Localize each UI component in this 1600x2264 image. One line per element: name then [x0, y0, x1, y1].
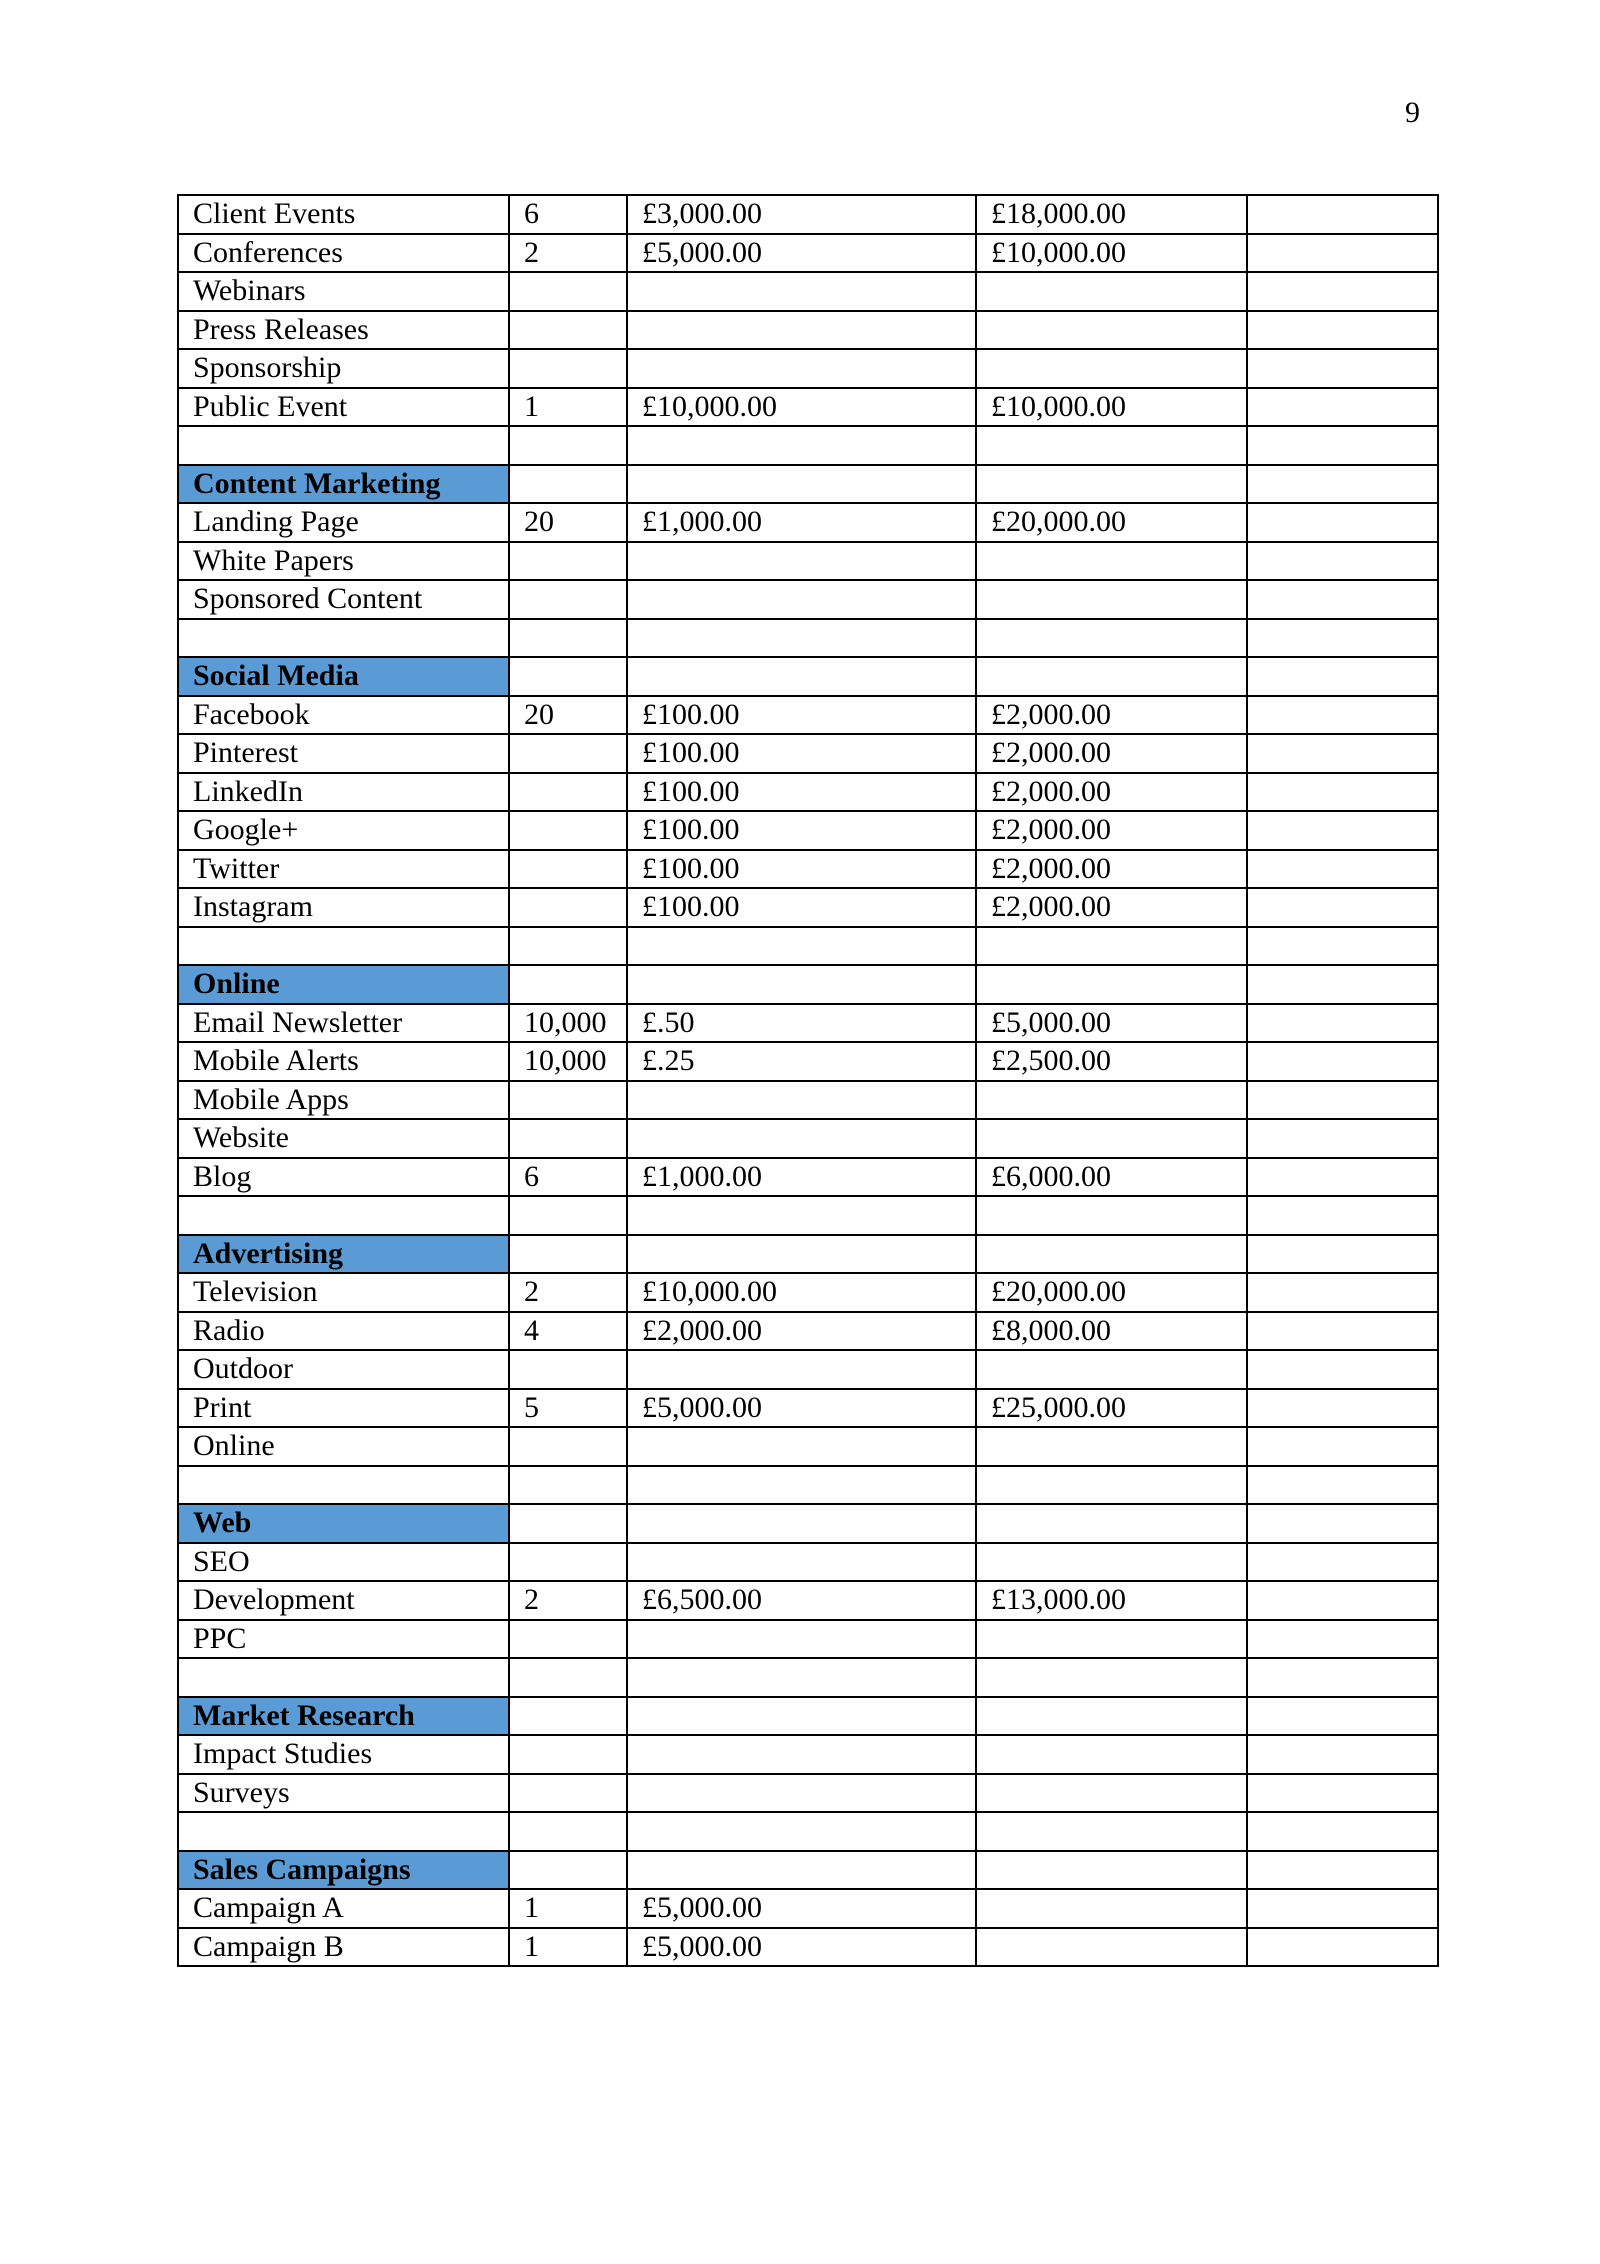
quantity-cell	[509, 1812, 627, 1851]
total-cost-cell: £2,000.00	[976, 888, 1247, 927]
notes-cell	[1247, 773, 1438, 812]
quantity-cell	[509, 850, 627, 889]
quantity-cell	[509, 580, 627, 619]
item-label-cell: Landing Page	[178, 503, 509, 542]
notes-cell	[1247, 465, 1438, 504]
item-label-cell: Client Events	[178, 195, 509, 234]
unit-cost-cell	[627, 619, 976, 658]
unit-cost-cell: £.25	[627, 1042, 976, 1081]
total-cost-cell	[976, 1928, 1247, 1967]
quantity-cell	[509, 1196, 627, 1235]
quantity-cell	[509, 619, 627, 658]
item-label-cell: Social Media	[178, 657, 509, 696]
total-cost-cell	[976, 580, 1247, 619]
table-row	[178, 388, 1438, 427]
quantity-cell	[509, 773, 627, 812]
notes-cell	[1247, 1004, 1438, 1043]
item-label-cell: LinkedIn	[178, 773, 509, 812]
total-cost-cell	[976, 349, 1247, 388]
quantity-cell: 6	[509, 195, 627, 234]
quantity-cell: 6	[509, 1158, 627, 1197]
spacer-row	[178, 426, 1438, 465]
total-cost-cell: £25,000.00	[976, 1389, 1247, 1428]
total-cost-cell	[976, 1774, 1247, 1813]
section-header-row	[178, 1851, 1438, 1890]
notes-cell	[1247, 1928, 1438, 1967]
unit-cost-cell	[627, 1081, 976, 1120]
item-label-cell: Press Releases	[178, 311, 509, 350]
section-header-row	[178, 465, 1438, 504]
notes-cell	[1247, 1851, 1438, 1890]
item-label-cell: SEO	[178, 1543, 509, 1582]
item-label-cell	[178, 1812, 509, 1851]
notes-cell	[1247, 1504, 1438, 1543]
quantity-cell	[509, 888, 627, 927]
item-label-cell: Outdoor	[178, 1350, 509, 1389]
quantity-cell	[509, 1119, 627, 1158]
item-label-cell: Market Research	[178, 1697, 509, 1736]
table-row	[178, 542, 1438, 581]
item-label-cell: Pinterest	[178, 734, 509, 773]
total-cost-cell	[976, 272, 1247, 311]
notes-cell	[1247, 1658, 1438, 1697]
table-row	[178, 1581, 1438, 1620]
notes-cell	[1247, 1427, 1438, 1466]
unit-cost-cell: £1,000.00	[627, 1158, 976, 1197]
table-row	[178, 1889, 1438, 1928]
quantity-cell	[509, 734, 627, 773]
notes-cell	[1247, 1889, 1438, 1928]
unit-cost-cell	[627, 1620, 976, 1659]
table-row	[178, 1774, 1438, 1813]
total-cost-cell	[976, 1235, 1247, 1274]
item-label-cell: Surveys	[178, 1774, 509, 1813]
table-row	[178, 1928, 1438, 1967]
table-row	[178, 696, 1438, 735]
notes-cell	[1247, 965, 1438, 1004]
table-row	[178, 1081, 1438, 1120]
unit-cost-cell: £100.00	[627, 850, 976, 889]
notes-cell	[1247, 1774, 1438, 1813]
notes-cell	[1247, 1812, 1438, 1851]
item-label-cell: Development	[178, 1581, 509, 1620]
unit-cost-cell: £5,000.00	[627, 1928, 976, 1967]
quantity-cell	[509, 657, 627, 696]
quantity-cell	[509, 1697, 627, 1736]
notes-cell	[1247, 1119, 1438, 1158]
unit-cost-cell	[627, 580, 976, 619]
total-cost-cell: £6,000.00	[976, 1158, 1247, 1197]
item-label-cell: Content Marketing	[178, 465, 509, 504]
table-row	[178, 1350, 1438, 1389]
table-row	[178, 349, 1438, 388]
quantity-cell	[509, 1235, 627, 1274]
unit-cost-cell: £100.00	[627, 734, 976, 773]
quantity-cell	[509, 1774, 627, 1813]
total-cost-cell: £10,000.00	[976, 388, 1247, 427]
table-row	[178, 811, 1438, 850]
notes-cell	[1247, 619, 1438, 658]
notes-cell	[1247, 272, 1438, 311]
unit-cost-cell	[627, 1735, 976, 1774]
unit-cost-cell	[627, 1350, 976, 1389]
total-cost-cell	[976, 1081, 1247, 1120]
page-number: 9	[1405, 96, 1420, 129]
item-label-cell: Instagram	[178, 888, 509, 927]
notes-cell	[1247, 542, 1438, 581]
unit-cost-cell: £2,000.00	[627, 1312, 976, 1351]
table-row	[178, 195, 1438, 234]
total-cost-cell: £8,000.00	[976, 1312, 1247, 1351]
quantity-cell	[509, 1658, 627, 1697]
total-cost-cell	[976, 619, 1247, 658]
notes-cell	[1247, 888, 1438, 927]
table-row	[178, 503, 1438, 542]
total-cost-cell	[976, 1735, 1247, 1774]
quantity-cell: 2	[509, 1581, 627, 1620]
section-header-row	[178, 1504, 1438, 1543]
unit-cost-cell	[627, 965, 976, 1004]
unit-cost-cell: £5,000.00	[627, 234, 976, 273]
notes-cell	[1247, 850, 1438, 889]
total-cost-cell: £2,000.00	[976, 696, 1247, 735]
unit-cost-cell: £6,500.00	[627, 1581, 976, 1620]
total-cost-cell: £5,000.00	[976, 1004, 1247, 1043]
quantity-cell	[509, 1504, 627, 1543]
total-cost-cell	[976, 1889, 1247, 1928]
quantity-cell	[509, 1620, 627, 1659]
total-cost-cell: £2,000.00	[976, 811, 1247, 850]
unit-cost-cell	[627, 272, 976, 311]
quantity-cell: 1	[509, 1889, 627, 1928]
unit-cost-cell	[627, 349, 976, 388]
table-row	[178, 888, 1438, 927]
spacer-row	[178, 1658, 1438, 1697]
item-label-cell	[178, 927, 509, 966]
table-row	[178, 1427, 1438, 1466]
unit-cost-cell: £10,000.00	[627, 1273, 976, 1312]
unit-cost-cell	[627, 657, 976, 696]
quantity-cell: 5	[509, 1389, 627, 1428]
total-cost-cell: £2,000.00	[976, 850, 1247, 889]
notes-cell	[1247, 1350, 1438, 1389]
total-cost-cell: £2,500.00	[976, 1042, 1247, 1081]
item-label-cell: Mobile Alerts	[178, 1042, 509, 1081]
total-cost-cell	[976, 1620, 1247, 1659]
table-row	[178, 1273, 1438, 1312]
unit-cost-cell	[627, 927, 976, 966]
quantity-cell: 2	[509, 1273, 627, 1312]
item-label-cell: Public Event	[178, 388, 509, 427]
quantity-cell	[509, 311, 627, 350]
notes-cell	[1247, 1235, 1438, 1274]
item-label-cell: Online	[178, 1427, 509, 1466]
item-label-cell: Blog	[178, 1158, 509, 1197]
budget-table	[177, 194, 1439, 1967]
total-cost-cell	[976, 311, 1247, 350]
notes-cell	[1247, 349, 1438, 388]
quantity-cell: 1	[509, 388, 627, 427]
quantity-cell: 10,000	[509, 1004, 627, 1043]
table-row	[178, 1004, 1438, 1043]
total-cost-cell: £20,000.00	[976, 503, 1247, 542]
item-label-cell: Web	[178, 1504, 509, 1543]
item-label-cell: Webinars	[178, 272, 509, 311]
unit-cost-cell	[627, 1774, 976, 1813]
table-row	[178, 1119, 1438, 1158]
notes-cell	[1247, 1697, 1438, 1736]
unit-cost-cell	[627, 1466, 976, 1505]
notes-cell	[1247, 811, 1438, 850]
spacer-row	[178, 619, 1438, 658]
notes-cell	[1247, 1543, 1438, 1582]
unit-cost-cell: £3,000.00	[627, 195, 976, 234]
quantity-cell	[509, 1735, 627, 1774]
item-label-cell	[178, 1466, 509, 1505]
quantity-cell	[509, 272, 627, 311]
total-cost-cell	[976, 1119, 1247, 1158]
total-cost-cell	[976, 1196, 1247, 1235]
item-label-cell: Television	[178, 1273, 509, 1312]
section-header-row	[178, 965, 1438, 1004]
total-cost-cell	[976, 657, 1247, 696]
item-label-cell: Google+	[178, 811, 509, 850]
table-row	[178, 1312, 1438, 1351]
quantity-cell	[509, 1543, 627, 1582]
unit-cost-cell	[627, 1504, 976, 1543]
quantity-cell	[509, 349, 627, 388]
item-label-cell: Twitter	[178, 850, 509, 889]
quantity-cell: 20	[509, 503, 627, 542]
notes-cell	[1247, 1466, 1438, 1505]
unit-cost-cell	[627, 1658, 976, 1697]
table-row	[178, 734, 1438, 773]
notes-cell	[1247, 1620, 1438, 1659]
total-cost-cell	[976, 1427, 1247, 1466]
total-cost-cell: £20,000.00	[976, 1273, 1247, 1312]
total-cost-cell: £18,000.00	[976, 195, 1247, 234]
table-row	[178, 1620, 1438, 1659]
notes-cell	[1247, 1042, 1438, 1081]
unit-cost-cell	[627, 1851, 976, 1890]
budget-table-body	[178, 195, 1438, 1966]
notes-cell	[1247, 388, 1438, 427]
item-label-cell	[178, 1658, 509, 1697]
item-label-cell: Print	[178, 1389, 509, 1428]
unit-cost-cell: £5,000.00	[627, 1389, 976, 1428]
unit-cost-cell: £100.00	[627, 888, 976, 927]
unit-cost-cell	[627, 426, 976, 465]
table-row	[178, 1543, 1438, 1582]
spacer-row	[178, 1196, 1438, 1235]
notes-cell	[1247, 1312, 1438, 1351]
quantity-cell: 4	[509, 1312, 627, 1351]
section-header-row	[178, 1697, 1438, 1736]
notes-cell	[1247, 1735, 1438, 1774]
notes-cell	[1247, 580, 1438, 619]
unit-cost-cell: £.50	[627, 1004, 976, 1043]
section-header-row	[178, 657, 1438, 696]
total-cost-cell: £2,000.00	[976, 734, 1247, 773]
total-cost-cell	[976, 1658, 1247, 1697]
item-label-cell: Sales Campaigns	[178, 1851, 509, 1890]
table-row	[178, 234, 1438, 273]
total-cost-cell	[976, 1543, 1247, 1582]
table-row	[178, 580, 1438, 619]
item-label-cell: Sponsorship	[178, 349, 509, 388]
item-label-cell: Sponsored Content	[178, 580, 509, 619]
total-cost-cell	[976, 1697, 1247, 1736]
item-label-cell: Website	[178, 1119, 509, 1158]
total-cost-cell: £2,000.00	[976, 773, 1247, 812]
total-cost-cell: £13,000.00	[976, 1581, 1247, 1620]
table-row	[178, 1042, 1438, 1081]
total-cost-cell	[976, 465, 1247, 504]
unit-cost-cell	[627, 1235, 976, 1274]
quantity-cell: 10,000	[509, 1042, 627, 1081]
unit-cost-cell	[627, 311, 976, 350]
unit-cost-cell: £5,000.00	[627, 1889, 976, 1928]
item-label-cell	[178, 426, 509, 465]
table-row	[178, 773, 1438, 812]
unit-cost-cell	[627, 1543, 976, 1582]
total-cost-cell	[976, 542, 1247, 581]
notes-cell	[1247, 311, 1438, 350]
quantity-cell	[509, 1350, 627, 1389]
quantity-cell	[509, 542, 627, 581]
total-cost-cell	[976, 927, 1247, 966]
total-cost-cell	[976, 1812, 1247, 1851]
notes-cell	[1247, 734, 1438, 773]
quantity-cell	[509, 1466, 627, 1505]
notes-cell	[1247, 195, 1438, 234]
total-cost-cell	[976, 1504, 1247, 1543]
item-label-cell: Campaign A	[178, 1889, 509, 1928]
unit-cost-cell	[627, 1697, 976, 1736]
quantity-cell	[509, 965, 627, 1004]
unit-cost-cell	[627, 542, 976, 581]
notes-cell	[1247, 657, 1438, 696]
quantity-cell	[509, 1851, 627, 1890]
unit-cost-cell	[627, 1812, 976, 1851]
notes-cell	[1247, 696, 1438, 735]
total-cost-cell	[976, 426, 1247, 465]
notes-cell	[1247, 1273, 1438, 1312]
notes-cell	[1247, 426, 1438, 465]
table-row	[178, 1735, 1438, 1774]
total-cost-cell	[976, 965, 1247, 1004]
quantity-cell	[509, 1081, 627, 1120]
notes-cell	[1247, 1581, 1438, 1620]
unit-cost-cell	[627, 465, 976, 504]
table-row	[178, 850, 1438, 889]
notes-cell	[1247, 234, 1438, 273]
section-header-row	[178, 1235, 1438, 1274]
total-cost-cell	[976, 1851, 1247, 1890]
item-label-cell	[178, 619, 509, 658]
total-cost-cell	[976, 1466, 1247, 1505]
unit-cost-cell: £100.00	[627, 696, 976, 735]
item-label-cell: Facebook	[178, 696, 509, 735]
spacer-row	[178, 1466, 1438, 1505]
quantity-cell: 1	[509, 1928, 627, 1967]
item-label-cell: Mobile Apps	[178, 1081, 509, 1120]
spacer-row	[178, 1812, 1438, 1851]
item-label-cell: Conferences	[178, 234, 509, 273]
table-row	[178, 1389, 1438, 1428]
unit-cost-cell: £100.00	[627, 773, 976, 812]
item-label-cell: Radio	[178, 1312, 509, 1351]
notes-cell	[1247, 1389, 1438, 1428]
item-label-cell: Email Newsletter	[178, 1004, 509, 1043]
quantity-cell: 20	[509, 696, 627, 735]
item-label-cell: PPC	[178, 1620, 509, 1659]
item-label-cell: Advertising	[178, 1235, 509, 1274]
quantity-cell	[509, 927, 627, 966]
quantity-cell: 2	[509, 234, 627, 273]
unit-cost-cell: £1,000.00	[627, 503, 976, 542]
total-cost-cell: £10,000.00	[976, 234, 1247, 273]
unit-cost-cell	[627, 1119, 976, 1158]
item-label-cell: Campaign B	[178, 1928, 509, 1967]
quantity-cell	[509, 1427, 627, 1466]
item-label-cell: Online	[178, 965, 509, 1004]
notes-cell	[1247, 927, 1438, 966]
table-row	[178, 272, 1438, 311]
unit-cost-cell	[627, 1427, 976, 1466]
item-label-cell: White Papers	[178, 542, 509, 581]
quantity-cell	[509, 465, 627, 504]
notes-cell	[1247, 1196, 1438, 1235]
unit-cost-cell: £100.00	[627, 811, 976, 850]
total-cost-cell	[976, 1350, 1247, 1389]
quantity-cell	[509, 811, 627, 850]
notes-cell	[1247, 1081, 1438, 1120]
table-row	[178, 1158, 1438, 1197]
quantity-cell	[509, 426, 627, 465]
item-label-cell: Impact Studies	[178, 1735, 509, 1774]
unit-cost-cell	[627, 1196, 976, 1235]
notes-cell	[1247, 1158, 1438, 1197]
item-label-cell	[178, 1196, 509, 1235]
unit-cost-cell: £10,000.00	[627, 388, 976, 427]
table-row	[178, 311, 1438, 350]
spacer-row	[178, 927, 1438, 966]
notes-cell	[1247, 503, 1438, 542]
